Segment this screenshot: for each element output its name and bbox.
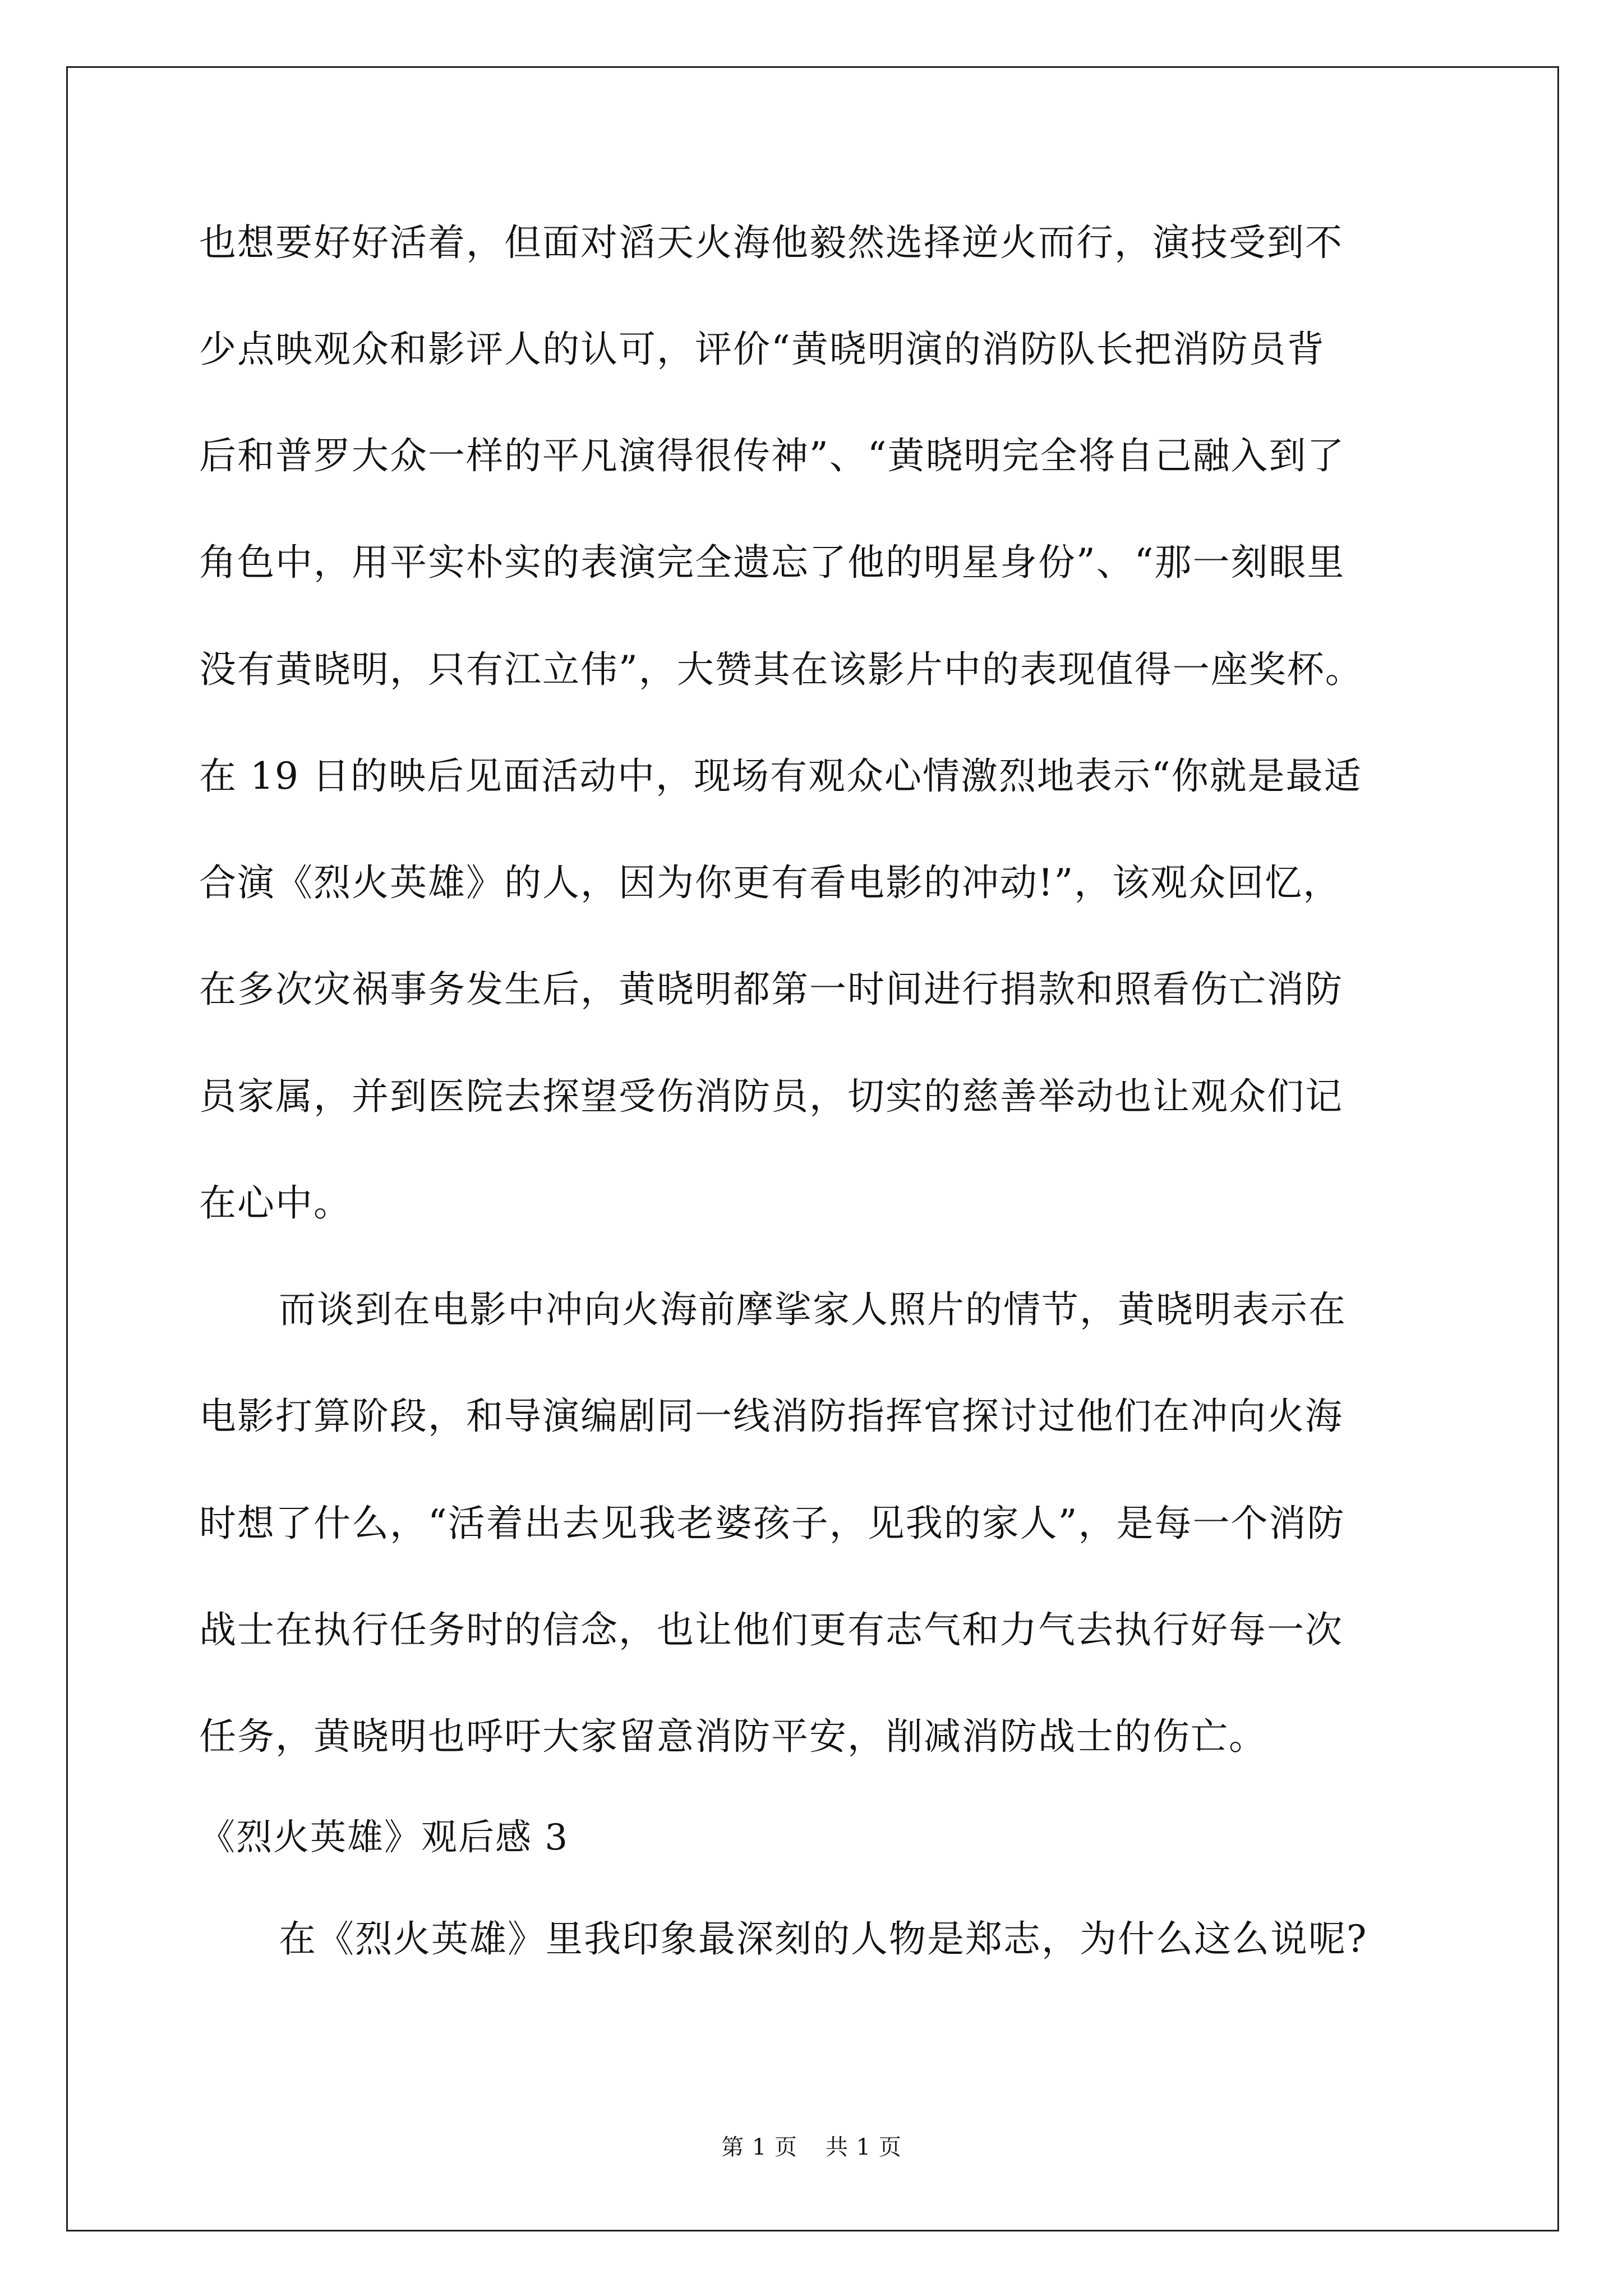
- page-footer: [0, 2129, 1623, 2161]
- paragraph-line: 没有黄晓明，只有江立伟”，大赞其在该影片中的表现值得一座奖杯。: [199, 648, 1363, 691]
- page-number-current: 第 1 页: [721, 2134, 797, 2160]
- paragraph-line: 时想了什么，“活着出去见我老婆孩子，见我的家人”，是每一个消防: [199, 1502, 1345, 1545]
- paragraph-line: 战士在执行任务时的信念，也让他们更有志气和力气去执行好每一次: [199, 1608, 1343, 1651]
- paragraph-line: 合演《烈火英雄》的人，因为你更有看电影的冲动!”，该观众回忆，: [199, 861, 1341, 904]
- paragraph-line: 也想要好好活着，但面对滔天火海他毅然选择逆火而行，演技受到不: [199, 221, 1343, 264]
- paragraph-line: 在多次灾祸事务发生后，黄晓明都第一时间进行捐款和照看伤亡消防: [199, 968, 1343, 1011]
- section-heading: 《烈火英雄》观后感 3: [199, 1817, 569, 1858]
- paragraph-line: 员家属，并到医院去探望受伤消防员，切实的慈善举动也让观众们记: [199, 1075, 1343, 1118]
- paragraph-line: 角色中，用平实朴实的表演完全遗忘了他的明星身份”、“那一刻眼里: [199, 541, 1345, 584]
- paragraph-line: 在 19 日的映后见面活动中，现场有观众心情激烈地表示“你就是最适: [199, 754, 1362, 798]
- page-number-total: 共 1 页: [826, 2134, 902, 2160]
- page-border: [66, 66, 1559, 2231]
- paragraph-line: 少点映观众和影评人的认可，评价“黄晓明演的消防队长把消防员背: [199, 328, 1325, 371]
- paragraph-line: 电影打算阶段，和导演编剧同一线消防指挥官探讨过他们在冲向火海: [199, 1395, 1343, 1438]
- paragraph-line: 而谈到在电影中冲向火海前摩挲家人照片的情节，黄晓明表示在: [279, 1288, 1347, 1331]
- paragraph-line: 在《烈火英雄》里我印象最深刻的人物是郑志，为什么这么说呢?: [279, 1917, 1368, 1961]
- paragraph-line: 后和普罗大众一样的平凡演得很传神”、“黄晓明完全将自己融入到了: [199, 434, 1345, 477]
- paragraph-line: 在心中。: [199, 1181, 352, 1225]
- paragraph-line: 任务，黄晓明也呼吁大家留意消防平安，削减消防战士的伤亡。: [199, 1715, 1267, 1758]
